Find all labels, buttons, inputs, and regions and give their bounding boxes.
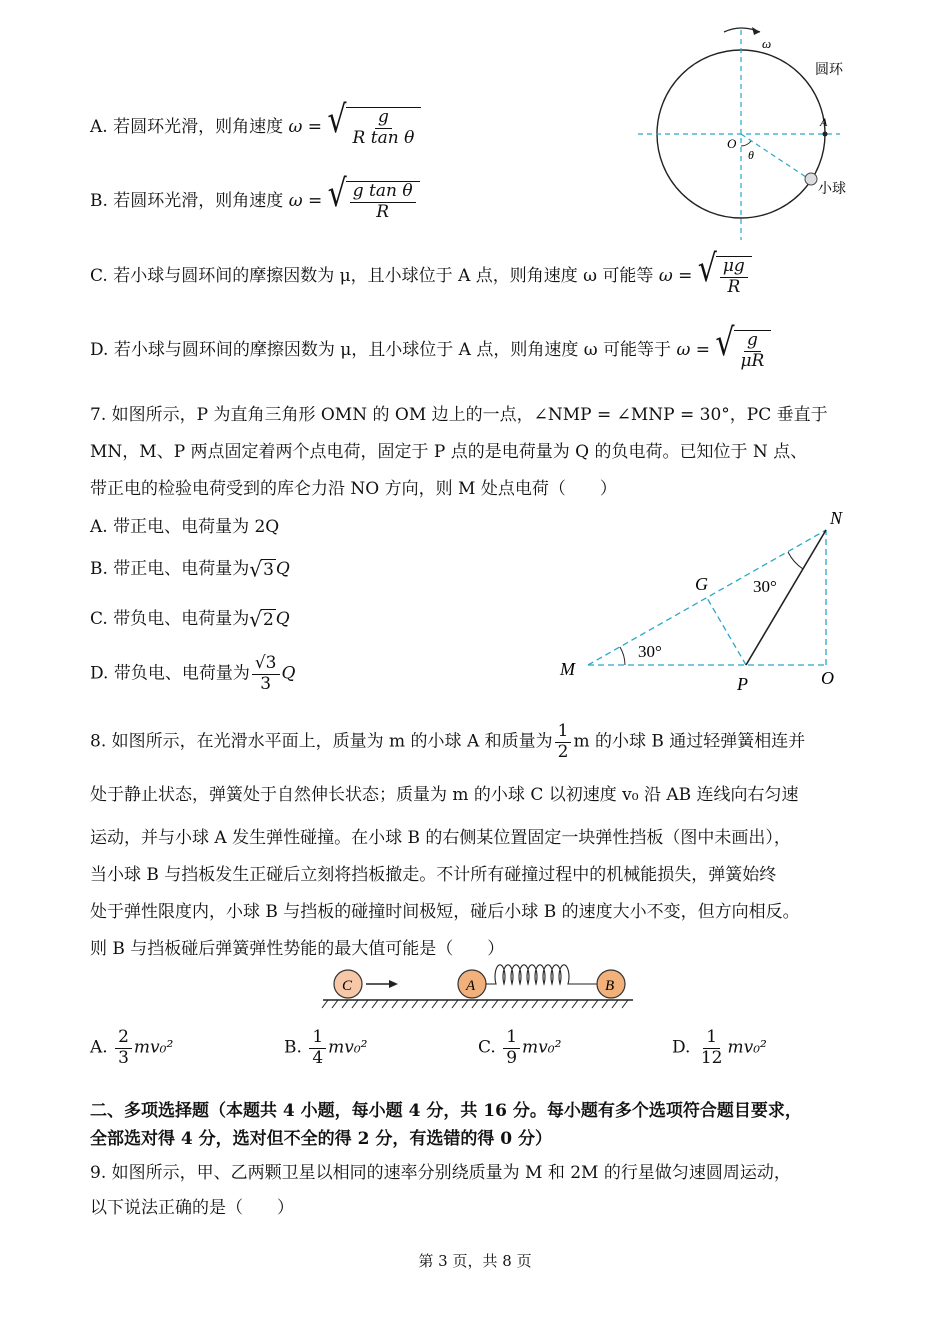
q7-line-1: 7. 如图所示，P 为直角三角形 OMN 的 OM 边上的一点，∠NMP = ∠MNP = 30°，PC 垂直于 — [90, 405, 828, 425]
spring-figure — [318, 962, 638, 1012]
q7-option-b: B. 带正电、电荷量为 √ 3 Q — [90, 556, 290, 582]
q7-option-c: C. 带负电、电荷量为 √ 2 Q — [90, 606, 290, 632]
label-n: N — [830, 508, 843, 528]
angle-m-arc — [620, 647, 625, 665]
ball-c-label: C — [342, 978, 353, 994]
page-footer: 第 3 页，共 8 页 — [418, 1252, 532, 1270]
ball-label: 小球 — [818, 182, 846, 197]
label-m: M — [560, 659, 575, 679]
q7-line-2: MN，M、P 两点固定着两个点电荷，固定于 P 点的是电荷量为 Q 的负电荷。已知位于 N 点、 — [90, 442, 808, 462]
q6-option-c: C. 若小球与圆环间的摩擦因数为 μ，且小球位于 A 点，则角速度 ω 可能等 ω = √ $\frac{\mu g}{R}$ — [90, 256, 752, 297]
spring — [486, 965, 598, 984]
ring-figure — [630, 22, 860, 247]
theta-arc — [741, 141, 751, 146]
triangle-figure — [550, 502, 860, 702]
label-o: O — [821, 668, 834, 688]
q7-option-d: D. 带负电、电荷量为 $\frac{√3}{3}$ Q — [90, 653, 296, 694]
ring-label: 圆环 — [815, 63, 843, 78]
ball-marker — [805, 173, 817, 185]
label-p: P — [737, 674, 748, 694]
label-g: G — [695, 574, 708, 594]
center-label: O — [727, 136, 737, 151]
angle-m-label: 30° — [638, 642, 662, 661]
q9-line-1: 9. 如图所示，甲、乙两颗卫星以相同的速率分别绕质量为 M 和 2M 的行星做匀速圆周运动， — [90, 1163, 791, 1183]
q6-option-d: D. 若小球与圆环间的摩擦因数为 μ，且小球位于 A 点，则角速度 ω 可能等于 ω = √ $\frac{g}{\mu R}$ — [90, 330, 771, 371]
angle-n-arc — [788, 552, 803, 569]
perpendicular-pg — [707, 598, 746, 665]
ball-a-label: A — [466, 978, 476, 994]
point-a-dot — [823, 132, 828, 137]
q8-line-3: 运动，并与小球 A 发生弹性碰撞。在小球 B 的右侧某位置固定一块弹性挡板（图中未画出）， — [90, 828, 791, 848]
q8-line-1: 8. 如图所示，在光滑水平面上，质量为 m 的小球 A 和质量为 $\frac{1}{2}$ m 的小球 B 通过轻弹簧相连并 — [90, 721, 806, 762]
theta-label: θ — [748, 148, 754, 162]
angle-n-label: 30° — [753, 577, 777, 596]
q8-option-a: A. $\frac{2}{3}$ mv₀² — [90, 1027, 174, 1068]
ball-b-label: B — [605, 978, 615, 994]
ground-hatching — [322, 1000, 628, 1008]
side-mn — [588, 530, 826, 665]
q8-line-5: 处于弹性限度内，小球 B 与挡板的碰撞时间极短，碰后小球 B 的速度大小不变，但方向相反。 — [90, 902, 800, 922]
q7-line-3: 带正电的检验电荷受到的库仑力沿 NO 方向，则 M 处点电荷（ ） — [90, 479, 617, 499]
velocity-arrowhead — [389, 980, 398, 988]
q8-line-6: 则 B 与挡板碰后弹簧弹性势能的最大值可能是（ ） — [90, 939, 505, 959]
omega-label: ω — [762, 36, 772, 51]
section-2-header-line-2: 全部选对得 4 分，选对但不全的得 2 分，有选错的得 0 分） — [90, 1129, 552, 1149]
q8-line-2: 处于静止状态，弹簧处于自然伸长状态；质量为 m 的小球 C 以初速度 v₀ 沿 AB 连线向右匀速 — [90, 785, 799, 805]
q8-option-d: D. $\frac{1}{12}$ mv₀² — [672, 1027, 767, 1068]
segment-pn — [746, 530, 826, 665]
q8-option-c: C. $\frac{1}{9}$ mv₀² — [478, 1027, 562, 1068]
section-2-header-line-1: 二、多项选择题（本题共 4 小题，每小题 4 分，共 16 分。每小题有多个选项符合题目要求， — [90, 1101, 802, 1121]
q7-option-a: A. 带正电、电荷量为 2Q — [90, 517, 280, 537]
q8-option-b: B. $\frac{1}{4}$ mv₀² — [284, 1027, 368, 1068]
q6-option-a: A. 若圆环光滑，则角速度 ω = √ $\frac{g}{\text{R tan θ}}$ — [90, 107, 421, 148]
q9-line-2: 以下说法正确的是（ ） — [90, 1198, 294, 1218]
point-a-label: A — [820, 115, 828, 129]
q8-line-4: 当小球 B 与挡板发生正碰后立刻将挡板撤走。不计所有碰撞过程中的机械能损失，弹簧始终 — [90, 865, 777, 885]
q6-option-b: B. 若圆环光滑，则角速度 ω = √ $\frac{\text{g tan θ}}{R}$ — [90, 181, 420, 222]
